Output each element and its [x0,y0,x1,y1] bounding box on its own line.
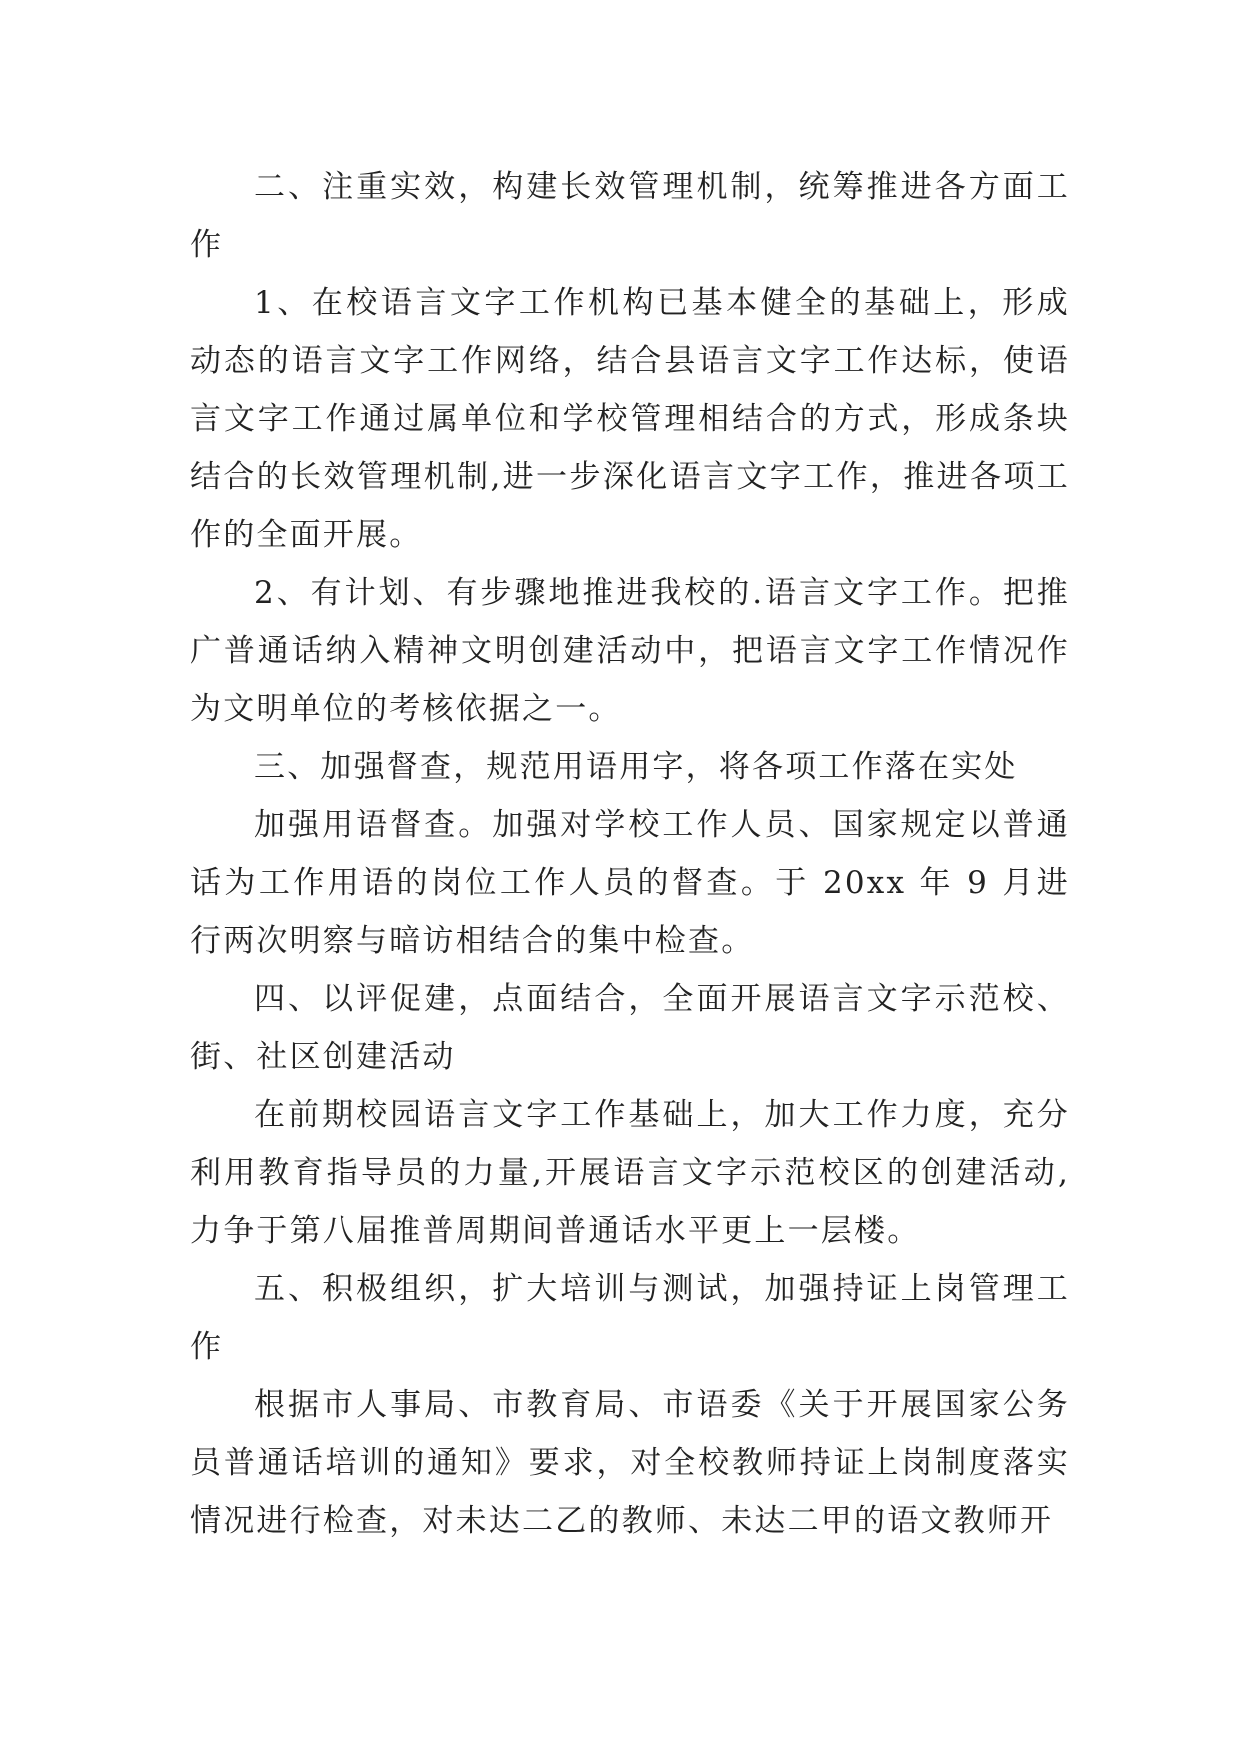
section-heading-2: 二、注重实效，构建长效管理机制，统筹推进各方面工作 [190,169,1070,263]
document-body [190,158,1070,1550]
paragraph-item-2: 2、有计划、有步骤地推进我校的.语言文字工作。把推广普通话纳入精神文明创建活动中，把语言文字工作情况作为文明单位的考核依据之一。 [190,575,1070,727]
paragraph-training: 根据市人事局、市教育局、市语委《关于开展国家公务员普通话培训的通知》要求，对全校教师持证上岗制度落实情况进行检查，对未达二乙的教师、未达二甲的语文教师开 [190,1387,1070,1539]
section-heading-4: 四、以评促建，点面结合，全面开展语言文字示范校、街、社区创建活动 [190,981,1070,1075]
paragraph-demonstration: 在前期校园语言文字工作基础上，加大工作力度，充分利用教育指导员的力量,开展语言文字示范校区的创建活动,力争于第八届推普周期间普通话水平更上一层楼。 [190,1097,1070,1249]
section-heading-3: 三、加强督查，规范用语用字，将各项工作落在实处 [254,749,1018,785]
section-heading-5: 五、积极组织，扩大培训与测试，加强持证上岗管理工作 [190,1271,1070,1365]
paragraph-item-1: 1、在校语言文字工作机构已基本健全的基础上，形成动态的语言文字工作网络，结合县语言文字工作达标，使语言文字工作通过属单位和学校管理相结合的方式，形成条块结合的长效管理机制,进一步深化语言文字工作，推进各项工作的全面开展。 [190,285,1070,553]
paragraph-supervision: 加强用语督查。加强对学校工作人员、国家规定以普通话为工作用语的岗位工作人员的督查。于 20xx 年 9 月进行两次明察与暗访相结合的集中检查。 [190,807,1070,959]
